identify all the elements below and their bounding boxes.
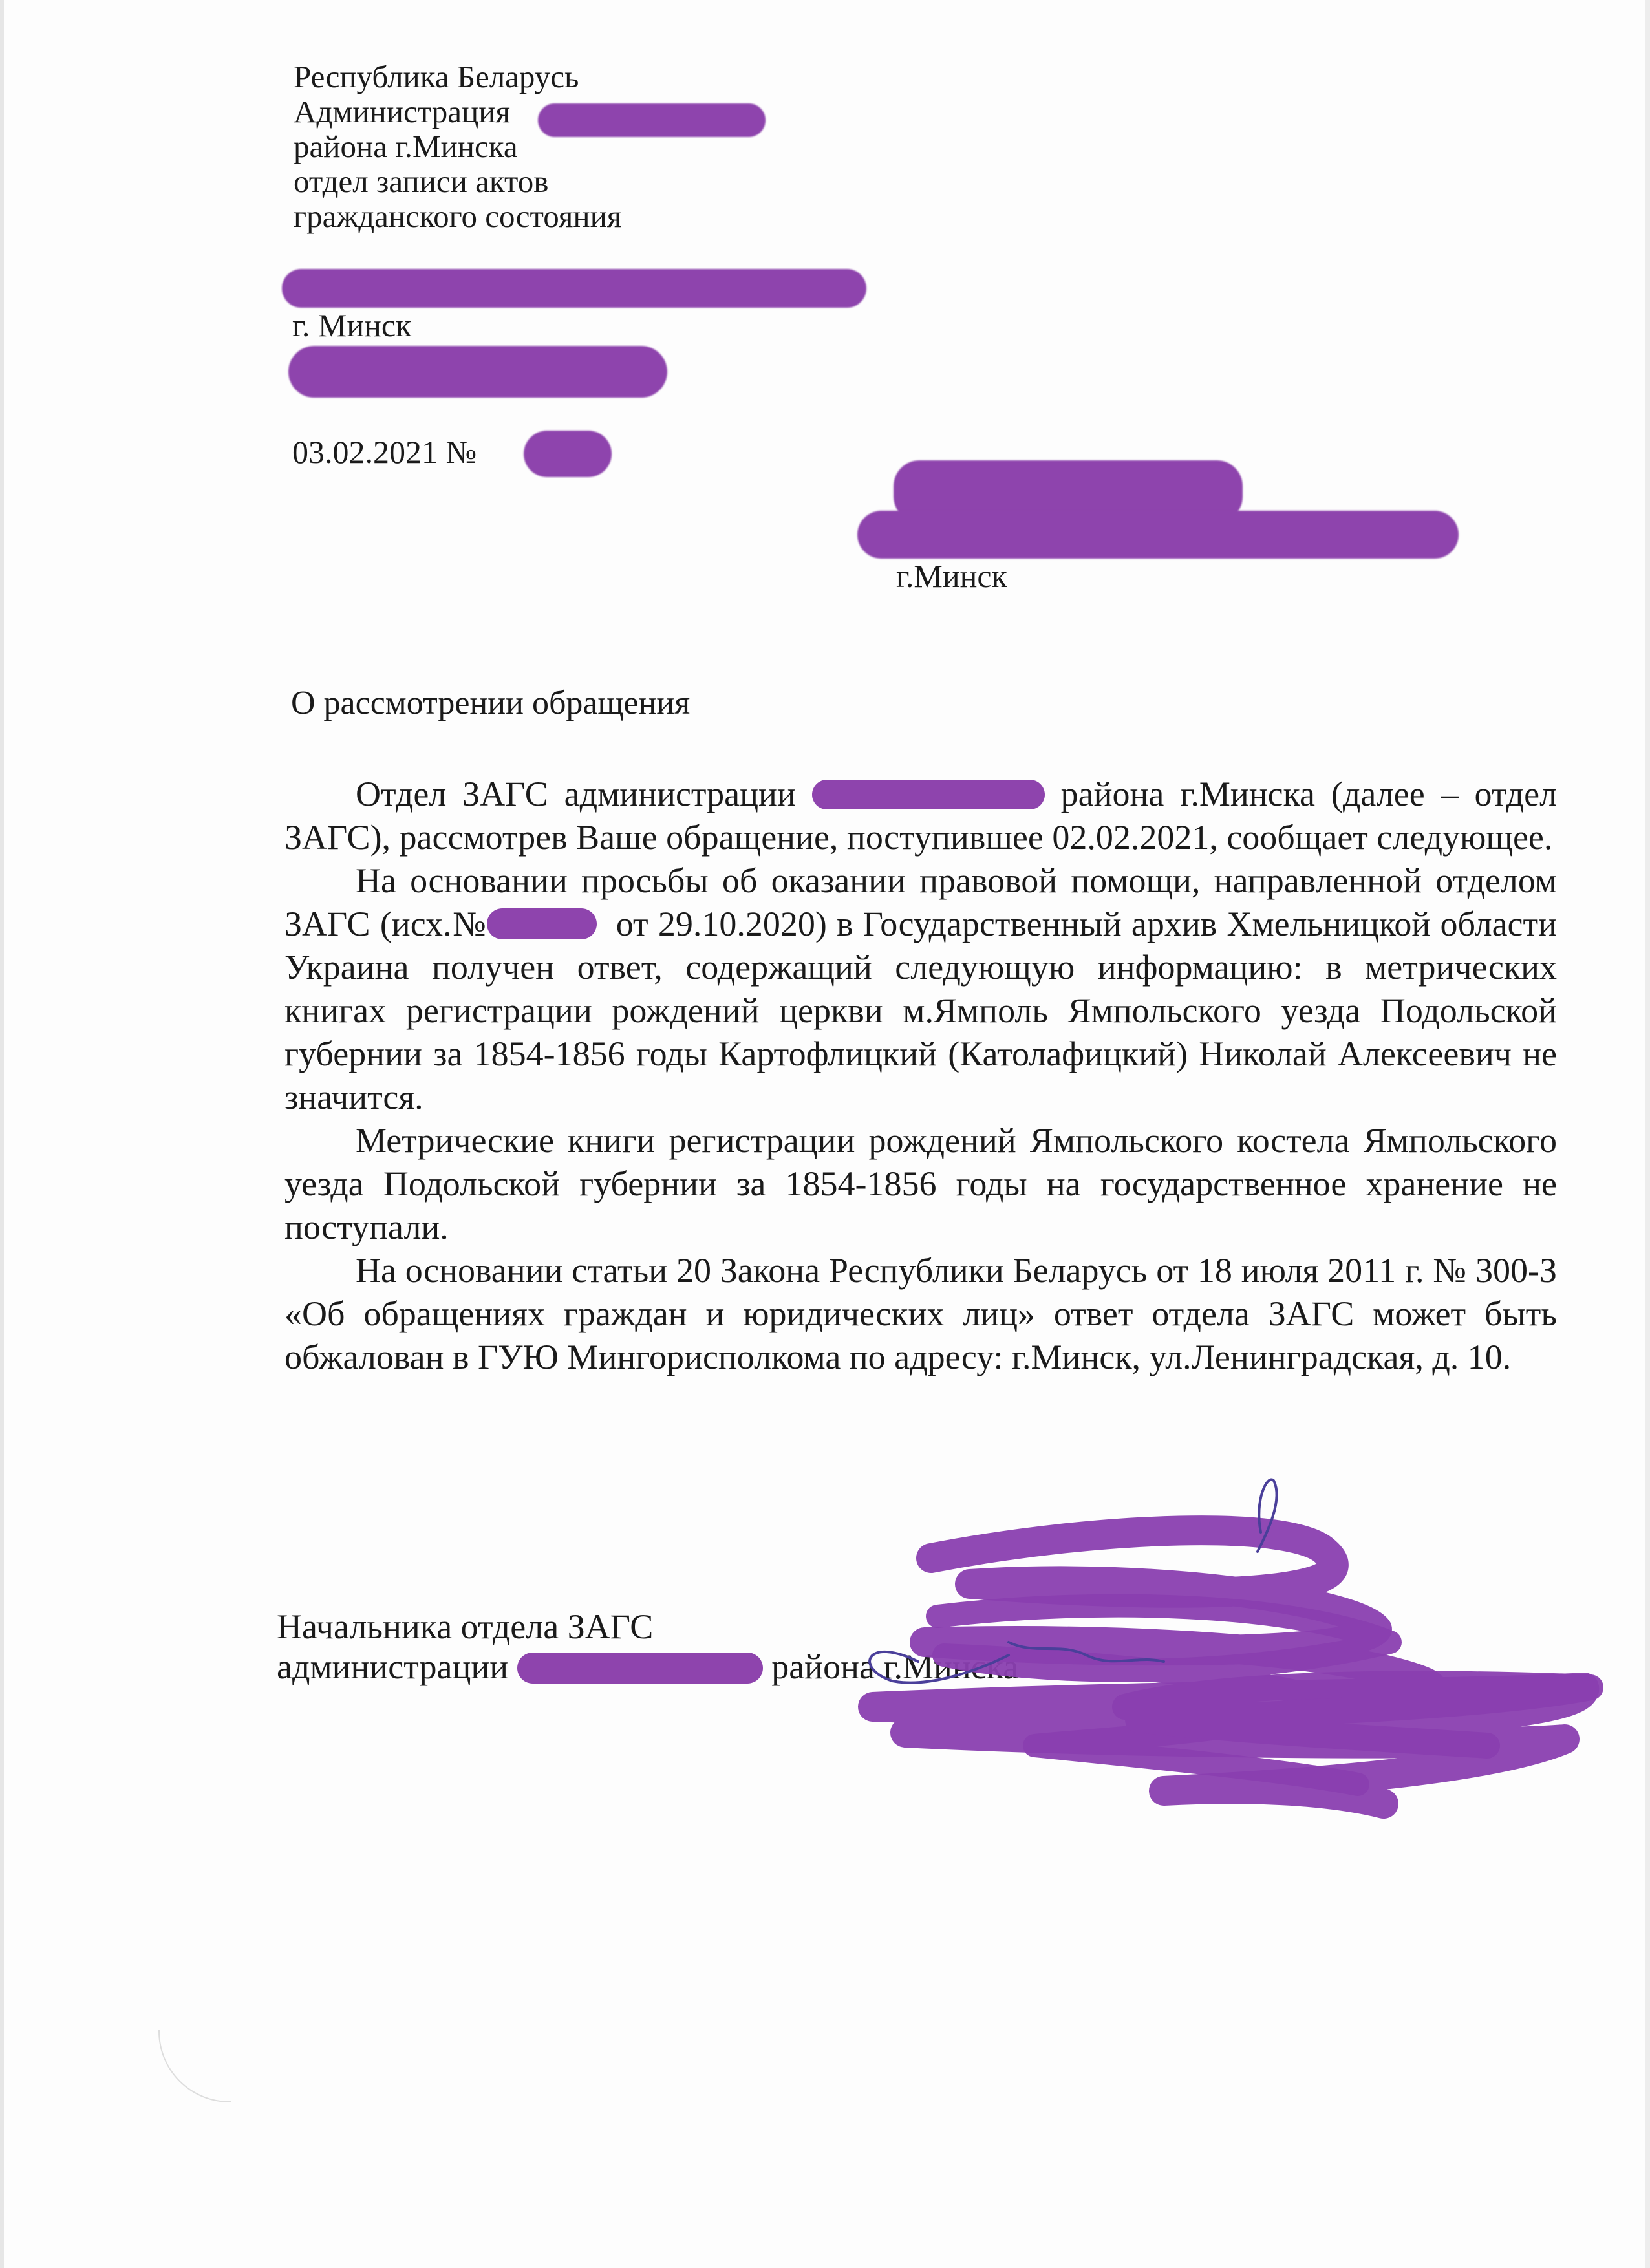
signature-title-line1: Начальника отдела ЗАГС	[277, 1607, 654, 1646]
body-paragraph-3: Метрические книги регистрации рождений Ямпольского костела Ямпольского уезда Подольской губернии за 1854-1856 годы на государственное хранение не поступали.	[284, 1121, 1557, 1246]
letterhead-administration: Администрация	[294, 94, 510, 129]
recipient-city: г.Минск	[896, 558, 1007, 594]
letterhead-department: отдел записи актов	[294, 164, 549, 199]
letter-subject: О рассмотрении обращения	[291, 685, 691, 722]
p2-rest: от 29.10.2020) в Государственный архив Хмельницкой области Украина получен ответ, содержащий следующую информацию: в метрических книгах регистрации рождений церкви м.Ямполь Ямпольского уезда Подольской губернии за 1854-1856 годы Картофлицкий (Католафицкий) Николай Алексеевич не значится.	[284, 904, 1558, 1117]
sender-city: г. Минск	[292, 307, 412, 343]
p1-start: Отдел ЗАГС администрации	[356, 775, 796, 813]
signature-admin-label: администрации	[277, 1647, 509, 1686]
letter-date-number: 03.02.2021 №	[292, 434, 477, 470]
letterhead-country: Республика Беларусь	[294, 59, 579, 94]
body-paragraph-4: На основании статьи 20 Закона Республики Беларусь от 18 июля 2011 г. № 300-З «Об обращениях граждан и юридических лиц» ответ отдела ЗАГС может быть обжалован в ГУЮ Мингорисполкома по адресу: г.Минск, ул.Ленинградская, д. 10.	[284, 1251, 1557, 1376]
p2-start: На основании просьбы об оказании правовой помощи, направленной отделом ЗАГС (исх.№	[284, 861, 1557, 943]
p1-rest: района г.Минска (далее – отдел ЗАГС), рассмотрев Ваше обращение, поступившее 02.02.2021, сообщает следующее.	[284, 775, 1558, 857]
letterhead-district: района г.Минска	[294, 129, 518, 164]
letterhead-department-cont: гражданского состояния	[294, 198, 622, 234]
signature-district-label: района г.Минска	[771, 1647, 1019, 1686]
